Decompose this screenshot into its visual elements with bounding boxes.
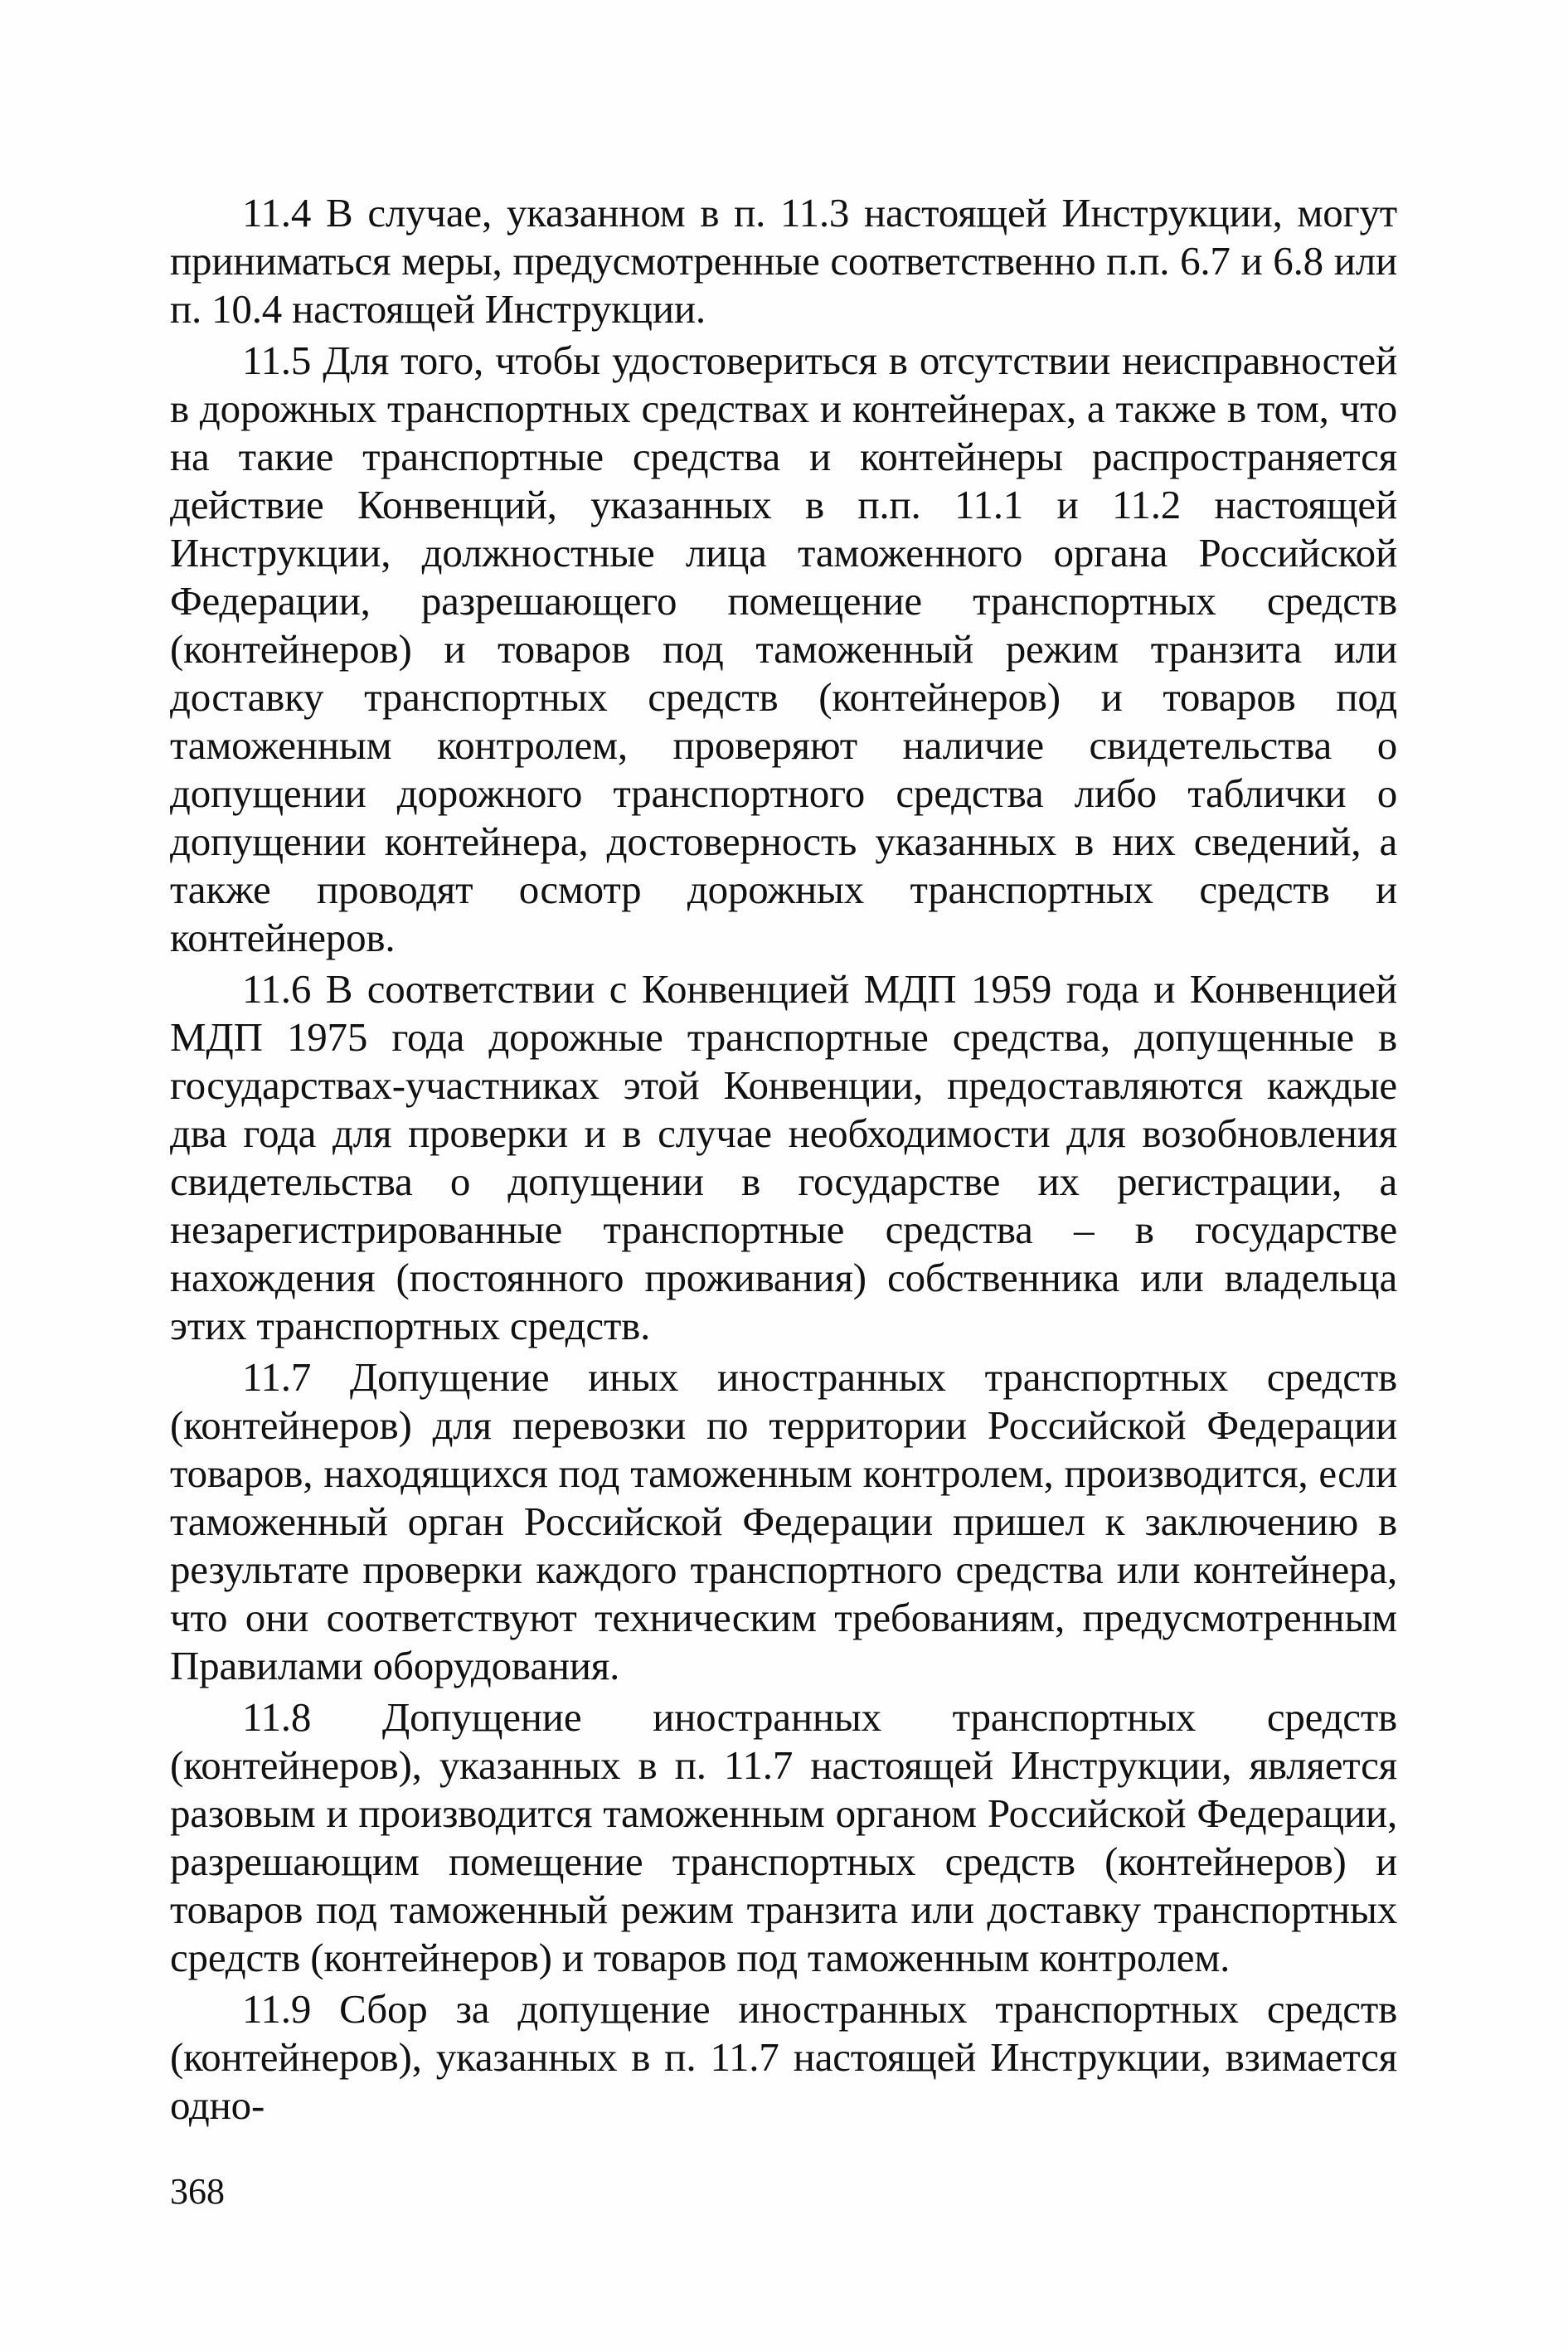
paragraph-11-7: 11.7 Допущение иных иностранных транспортных средств (контейнеров) для перевозки по территории Российской Федерации товаров, находящихся под таможенным контролем, производится, если таможенный орган Российской Федерации пришел к заключению в результате проверки каждого транспортного средства или контейнера, что они соответствуют техническим требованиям, предусмотренным Правилами оборудования. [170, 1354, 1397, 1688]
page-number: 368 [170, 2171, 225, 2212]
paragraph-11-6: 11.6 В соответствии с Конвенцией МДП 1959 года и Конвенцией МДП 1975 года дорожные транспортные средства, допущенные в государствах-участниках этой Конвенции, предоставляются каждые два года для проверки и в случае необходимости для возобновления свидетельства о допущении в государстве их регистрации, а незарегистрированные транспортные средства – в государстве нахождения (постоянного проживания) собственника или владельца этих транспортных средств. [170, 966, 1397, 1348]
paragraph-11-9: 11.9 Сбор за допущение иностранных транспортных средств (контейнеров), указанных в п. 11.7 настоящей Инструкции, взимается одно- [170, 1986, 1397, 2128]
paragraph-11-4: 11.4 В случае, указанном в п. 11.3 настоящей Инструкции, могут приниматься меры, предусмотренные соответственно п.п. 6.7 и 6.8 или п. 10.4 настоящей Инструкции. [170, 190, 1397, 332]
document-body [170, 189, 1397, 2130]
paragraph-11-5: 11.5 Для того, чтобы удостовериться в отсутствии неисправностей в дорожных транспортных средствах и контейнерах, а также в том, что на такие транспортные средства и контейнеры распространяется действие Конвенций, указанных в п.п. 11.1 и 11.2 настоящей Инструкции, должностные лица таможенного органа Российской Федерации, разрешающего помещение транспортных средств (контейнеров) и товаров под таможенный режим транзита или доставку транспортных средств (контейнеров) и товаров под таможенным контролем, проверяют наличие свидетельства о допущении дорожного транспортного средства либо таблички о допущении контейнера, достоверность указанных в них сведений, а также проводят осмотр дорожных транспортных средств и контейнеров. [170, 338, 1397, 960]
paragraph-11-8: 11.8 Допущение иностранных транспортных средств (контейнеров), указанных в п. 11.7 настоящей Инструкции, является разовым и производится таможенным органом Российской Федерации, разрешающим помещение транспортных средств (контейнеров) и товаров под таможенный режим транзита или доставку транспортных средств (контейнеров) и товаров под таможенным контролем. [170, 1694, 1397, 1980]
